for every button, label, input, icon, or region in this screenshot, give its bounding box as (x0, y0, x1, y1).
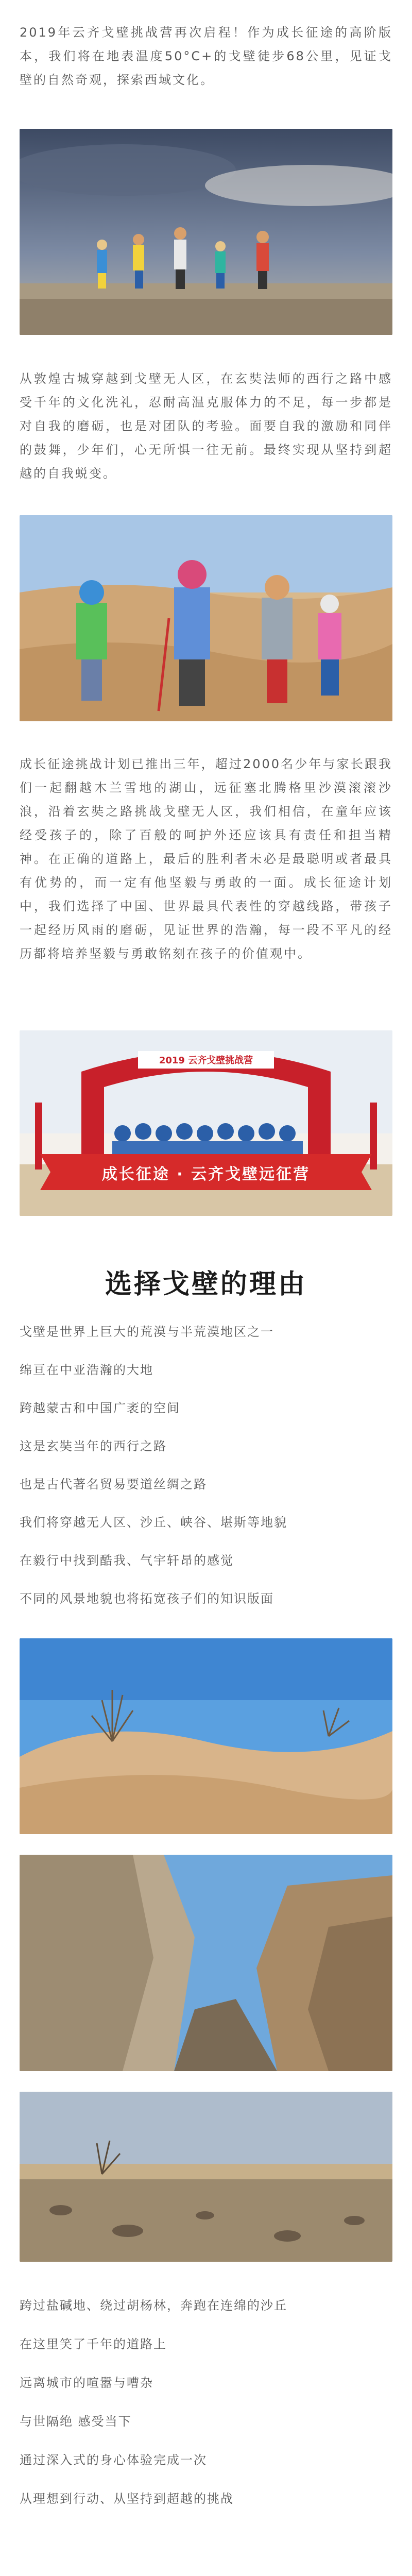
reason-item: 跨越蒙古和中国广袤的空间 (20, 1401, 180, 1415)
photo-desert-rocks (20, 2092, 392, 2262)
closing-line: 与世隔绝 感受当下 (20, 2414, 132, 2429)
photo-sand-dune-bush (20, 1638, 392, 1834)
reasons-heading: 选择戈壁的理由 (105, 1269, 307, 1300)
reason-item: 这是玄奘当年的西行之路 (20, 1439, 167, 1453)
photo-children-walking-desert (20, 129, 392, 335)
reason-item: 不同的风景地貌也将拓宽孩子们的知识版面 (20, 1591, 274, 1606)
closing-line: 从理想到行动、从坚持到超越的挑战 (20, 2492, 234, 2506)
reason-item: 在毅行中找到酷我、气宇轩昂的感觉 (20, 1553, 234, 1568)
closing-line: 通过深入式的身心体验完成一次 (20, 2453, 207, 2467)
section-one-paragraph: 从敦煌古城穿越到戈壁无人区，在玄奘法师的西行之路中感受千年的文化洗礼，忍耐高温克服体力的不足，每一步都是对自我的磨砺，也是对团队的考验。面要自我的激励和同伴的鼓舞，少年们，心无所惧一往无前。最终实现从坚持到超越的自我蜕变。 (20, 371, 392, 481)
banner-ribbon-text: 成长征途 · 云齐戈壁远征营 (101, 1165, 311, 1183)
reason-item: 我们将穿越无人区、沙丘、峡谷、堪斯等地貌 (20, 1515, 287, 1530)
intro-paragraph: 2019年云齐戈壁挑战营再次启程！作为成长征途的高阶版本，我们将在地表温度50°C+的戈壁徒步68公里，见证戈壁的自然奇观，探索西域文化。 (20, 25, 392, 87)
reason-item: 也是古代著名贸易要道丝绸之路 (20, 1477, 207, 1492)
section-two-paragraph: 成长征途挑战计划已推出三年，超过2000名少年与家长跟我们一起翻越木兰雪地的湖山，远征塞北腾格里沙漠滚滚沙浪，沿着玄奘之路挑战戈壁无人区，我们相信，在童年应该经受孩子的，除了百般的呵护外还应该具有责任和担当精神。在正确的道路上，最后的胜利者未必是最聪明或者最具有优势的，而一定有他坚毅与勇敢的一面。成长征途计划中，我们选择了中国、世界最具代表性的穿越线路，带孩子一起经历风雨的磨砺，见证世界的浩瀚，每一段不平凡的经历都将培养坚毅与勇敢铭刻在孩子的价值观中。 (20, 757, 392, 961)
photo-group-banner (20, 1030, 392, 1216)
photo-canyon (20, 1855, 392, 2071)
reason-item: 戈壁是世界上巨大的荒漠与半荒漠地区之一 (20, 1325, 274, 1339)
closing-line: 跨过盐碱地、绕过胡杨林，奔跑在连绵的沙丘 (20, 2298, 287, 2313)
reason-item: 绵亘在中亚浩瀚的大地 (20, 1363, 153, 1377)
closing-line: 在这里笑了千年的道路上 (20, 2337, 167, 2351)
banner-arch-text: 2019 云齐戈壁挑战营 (159, 1055, 253, 1066)
closing-line: 远离城市的喧嚣与嘈杂 (20, 2376, 153, 2390)
photo-children-hiking-poles (20, 515, 392, 721)
